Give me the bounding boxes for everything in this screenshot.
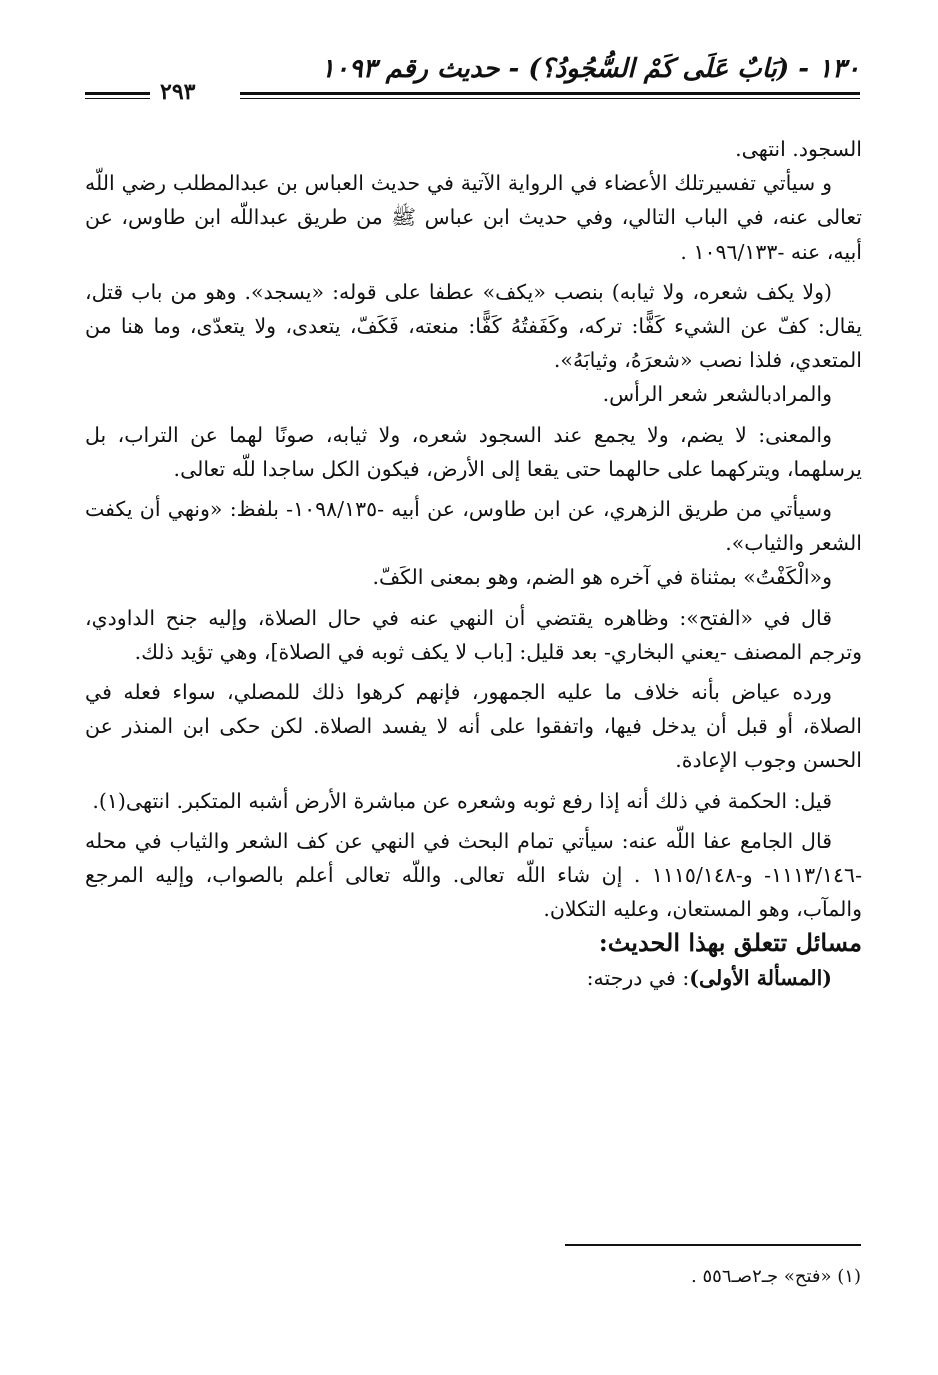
section-heading: مسائل تتعلق بهذا الحديث: <box>598 928 862 958</box>
chapter-title: ١٣٠ - (بَابٌ عَلَى كَمْ السُّجُودُ؟) - حديث رقم ١٠٩٣ <box>320 54 860 84</box>
paragraph: والمرادبالشعر شعر الرأس. <box>602 382 832 407</box>
paragraph: السجود. انتهى. <box>735 137 862 161</box>
paragraph: و سيأتي تفسيرتلك الأعضاء في الرواية الآتية في حديث العباس بن عبدالمطلب رضي اللّه تعالى عنه، في الباب التالي، وفي حديث ابن عباس ﷺ من طريق عبداللّه ابن طاوس، عن أبيه، عنه -١٠٩٦/١٣٣ . <box>85 171 862 264</box>
page-number: ٢٩٣ <box>160 79 196 105</box>
issue-label: (المسألة الأولى) <box>689 965 832 990</box>
paragraph: قيل: الحكمة في ذلك أنه إذا رفع ثوبه وشعره عن مباشرة الأرض أشبه المتكبر. انتهى(١). <box>92 788 832 813</box>
issue-text: : في درجته: <box>586 965 690 990</box>
footnote-rule <box>565 1244 861 1246</box>
page-header <box>85 50 860 110</box>
paragraph: و«الْكَفْتُ» بمثناة في آخره هو الضم، وهو بمعنى الكَفّ. <box>372 565 832 590</box>
paragraph: ورده عياض بأنه خلاف ما عليه الجمهور، فإنهم كرهوا ذلك للمصلي، سواء فعله في الصلاة، أو قبل أن يدخل فيها، واتفقوا على أنه لا يفسد الصلاة. لكن حكى ابن المنذر عن الحسن وجوب الإعادة. <box>85 680 862 773</box>
paragraph: قال في «الفتح»: وظاهره يقتضي أن النهي عنه في حال الصلاة، وإليه جنح الداودي، وترجم المصنف -يعني البخاري- بعد قليل: [باب لا يكف ثوبه في الصلاة]، وهي تؤيد ذلك. <box>85 605 862 664</box>
paragraph: وسيأتي من طريق الزهري، عن ابن طاوس، عن أبيه -١٠٩٨/١٣٥- بلفظ: «ونهي أن يكفت الشعر والثياب». <box>85 497 862 556</box>
paragraph: قال الجامع عفا اللّه عنه: سيأتي تمام البحث في النهي عن كف الشعر والثياب في محله -١١١٣/١٤٦- و-١١١٥/١٤٨ . إن شاء اللّه تعالى. واللّه تعالى أعلم بالصواب، وإليه المرجع والمآب، وهو المستعان، وعليه التكلان. <box>85 828 862 922</box>
paragraph: والمعنى: لا يضم، ولا يجمع عند السجود شعره، ولا ثيابه، صونًا لهما عن التراب، بل يرسلهما، ويتركهما على حالهما حتى يقعا إلى الأرض، فيكون الكل ساجدا للّه تعالى. <box>85 422 862 481</box>
paragraph: (ولا يكف شعره، ولا ثيابه) بنصب «يكف» عطفا على قوله: «يسجد». وهو من باب قتل، يقال: كفّ عن الشيء كَفًّا: تركه، وكَفَفتُهُ كَفًّا: منعته، فَكَفّ، يتعدى، ولا يتعدّى، وما هنا من المتعدي، فلذا نصب «شعرَهُ، وثيابَهُ». <box>85 279 862 373</box>
header-rule-left <box>85 92 150 99</box>
issue-line <box>85 961 862 995</box>
body-text <box>85 132 862 995</box>
footnote: (١) «فتح» جـ٢صـ٥٥٦ . <box>691 1266 861 1287</box>
header-rule <box>240 92 860 99</box>
